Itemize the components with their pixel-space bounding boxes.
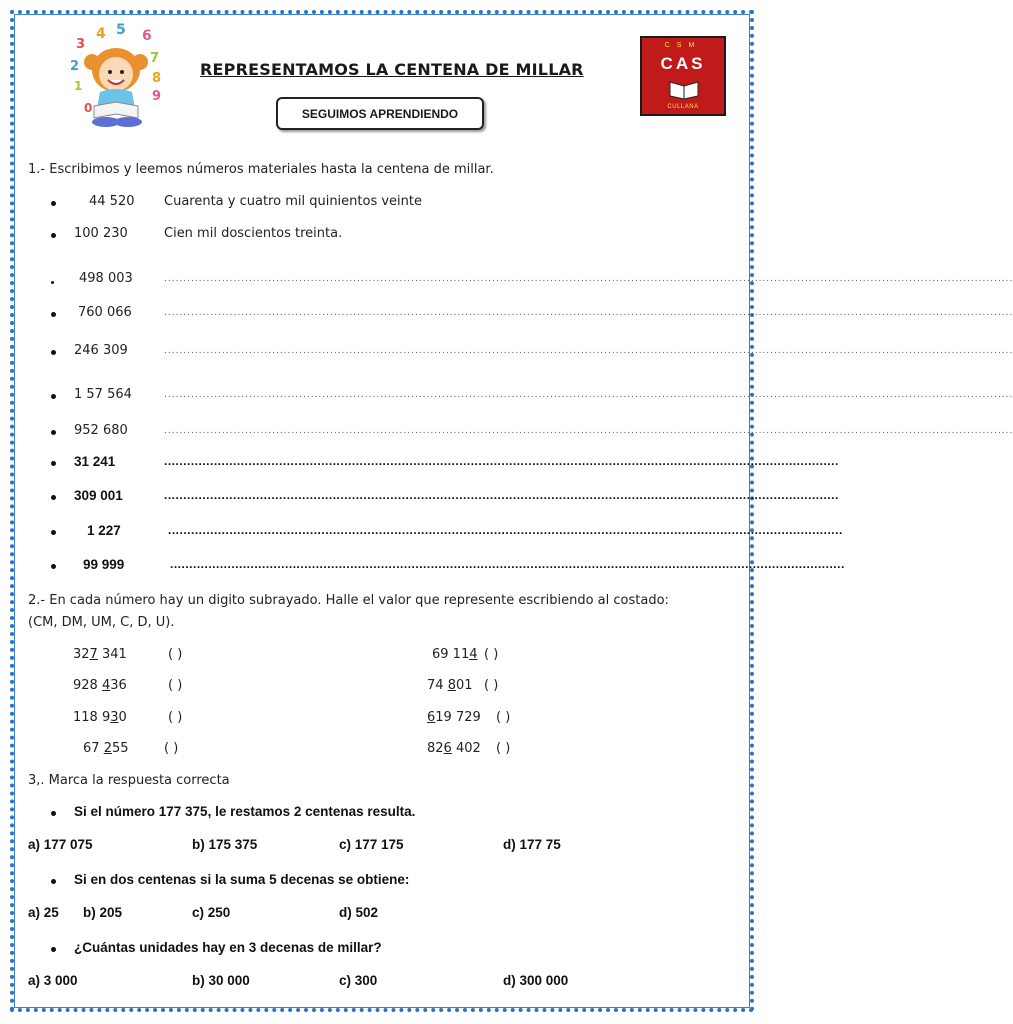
answer-option[interactable]: a) 25 xyxy=(28,905,59,920)
number-item: 309 001 xyxy=(74,488,123,503)
answer-line[interactable]: ............................................................................................................................................................................................................................ xyxy=(164,346,1013,356)
underlined-number: 826 402 xyxy=(427,741,481,756)
answer-line[interactable]: ............................................................................................................................................................................................................................ xyxy=(164,426,1013,436)
answer-line[interactable]: ................................................................................................................................................................................ xyxy=(164,488,839,502)
section-3-heading: 3,. Marca la respuesta correcta xyxy=(28,773,230,788)
answer-blank[interactable]: ( ) xyxy=(168,710,183,725)
school-logo xyxy=(640,36,726,116)
number-item: 246 309 xyxy=(74,343,128,358)
underlined-number: 619 729 xyxy=(427,710,481,725)
bullet-icon xyxy=(51,312,56,317)
answer-option[interactable]: c) 177 175 xyxy=(339,837,404,852)
answer-option[interactable]: c) 300 xyxy=(339,973,378,988)
answer-blank[interactable]: ( ) xyxy=(496,710,511,725)
number-item: 952 680 xyxy=(74,423,128,438)
number-item: 1 57 564 xyxy=(74,387,132,402)
answer-line[interactable]: ................................................................................................................................................................................ xyxy=(168,523,843,537)
answer-line[interactable]: ................................................................................................................................................................................ xyxy=(170,557,845,571)
answer-option[interactable]: a) 177 075 xyxy=(28,837,93,852)
svg-text:3: 3 xyxy=(76,37,86,52)
page-title: REPRESENTAMOS LA CENTENA DE MILLAR xyxy=(200,60,584,79)
answer-option[interactable]: c) 250 xyxy=(192,905,231,920)
logo-letters: CAS xyxy=(660,54,706,73)
answer-line[interactable]: ............................................................................................................................................................................................................................ xyxy=(164,274,1013,284)
underlined-number: 118 930 xyxy=(73,710,127,725)
example-words: Cien mil doscientos treinta. xyxy=(164,226,343,241)
answer-line[interactable]: ............................................................................................................................................................................................................................ xyxy=(164,308,1013,318)
svg-text:0: 0 xyxy=(84,101,93,115)
bullet-icon xyxy=(51,564,56,569)
bullet-icon xyxy=(51,811,56,816)
question-text: ¿Cuántas unidades hay en 3 decenas de millar? xyxy=(74,940,382,955)
svg-text:9: 9 xyxy=(152,89,162,104)
section-2-heading: 2.- En cada número hay un digito subrayado. Halle el valor que represente escribiendo al costado: xyxy=(28,593,669,608)
bullet-icon xyxy=(51,233,56,238)
girl-with-numbers-illustration xyxy=(66,22,166,132)
bullet-icon xyxy=(51,394,56,399)
bullet-icon xyxy=(51,947,56,952)
answer-option[interactable]: b) 205 xyxy=(83,905,123,920)
bullet-icon xyxy=(51,350,56,355)
answer-blank[interactable]: ( ) xyxy=(164,741,179,756)
logo-bottom-text: CULLANA xyxy=(667,104,699,110)
svg-text:2: 2 xyxy=(70,59,80,74)
answer-option[interactable]: d) 502 xyxy=(339,905,379,920)
underlined-number: 69 114 xyxy=(432,647,478,662)
answer-line[interactable]: ................................................................................................................................................................................ xyxy=(164,454,839,468)
svg-text:6: 6 xyxy=(142,28,152,44)
underlined-number: 327 341 xyxy=(73,647,127,662)
example-words: Cuarenta y cuatro mil quinientos veinte xyxy=(164,194,423,209)
bullet-icon xyxy=(51,879,56,884)
underlined-number: 67 255 xyxy=(83,741,129,756)
bullet-icon xyxy=(51,430,56,435)
svg-text:1: 1 xyxy=(74,79,83,93)
svg-text:5: 5 xyxy=(116,22,126,38)
svg-text:8: 8 xyxy=(152,71,162,86)
question-text: Si el número 177 375, le restamos 2 centenas resulta. xyxy=(74,804,416,819)
answer-option[interactable]: b) 30 000 xyxy=(192,973,250,988)
number-item: 1 227 xyxy=(87,523,121,538)
question-text: Si en dos centenas si la suma 5 decenas se obtiene: xyxy=(74,872,410,887)
underlined-number: 928 436 xyxy=(73,678,127,693)
bullet-icon xyxy=(51,281,54,284)
number-item: 99 999 xyxy=(83,557,125,572)
bullet-icon xyxy=(51,495,56,500)
open-book-icon xyxy=(668,78,700,100)
logo-top-letters: CSM xyxy=(664,42,702,49)
bullet-icon xyxy=(51,530,56,535)
answer-blank[interactable]: ( ) xyxy=(168,678,183,693)
subtitle-box xyxy=(276,97,484,130)
answer-option[interactable]: b) 175 375 xyxy=(192,837,258,852)
section-2-heading-line2: (CM, DM, UM, C, D, U). xyxy=(28,615,175,630)
answer-option[interactable]: d) 177 75 xyxy=(503,837,561,852)
answer-blank[interactable]: ( ) xyxy=(168,647,183,662)
answer-option[interactable]: d) 300 000 xyxy=(503,973,569,988)
answer-line[interactable]: ............................................................................................................................................................................................................................ xyxy=(164,390,1013,400)
bullet-icon xyxy=(51,201,56,206)
svg-text:7: 7 xyxy=(150,51,160,66)
answer-option[interactable]: a) 3 000 xyxy=(28,973,78,988)
number-item: 31 241 xyxy=(74,454,116,469)
section-1-heading: 1.- Escribimos y leemos números materiales hasta la centena de millar. xyxy=(28,162,494,177)
answer-blank[interactable]: ( ) xyxy=(484,678,499,693)
number-item: 498 003 xyxy=(79,271,133,286)
answer-blank[interactable]: ( ) xyxy=(496,741,511,756)
svg-text:4: 4 xyxy=(96,26,106,42)
answer-blank[interactable]: ( ) xyxy=(484,647,499,662)
subtitle-text: SEGUIMOS APRENDIENDO xyxy=(301,106,459,121)
number-item: 760 066 xyxy=(78,305,132,320)
example-number: 100 230 xyxy=(74,226,128,241)
example-number: 44 520 xyxy=(89,194,135,209)
bullet-icon xyxy=(51,461,56,466)
underlined-number: 74 801 xyxy=(427,678,473,693)
